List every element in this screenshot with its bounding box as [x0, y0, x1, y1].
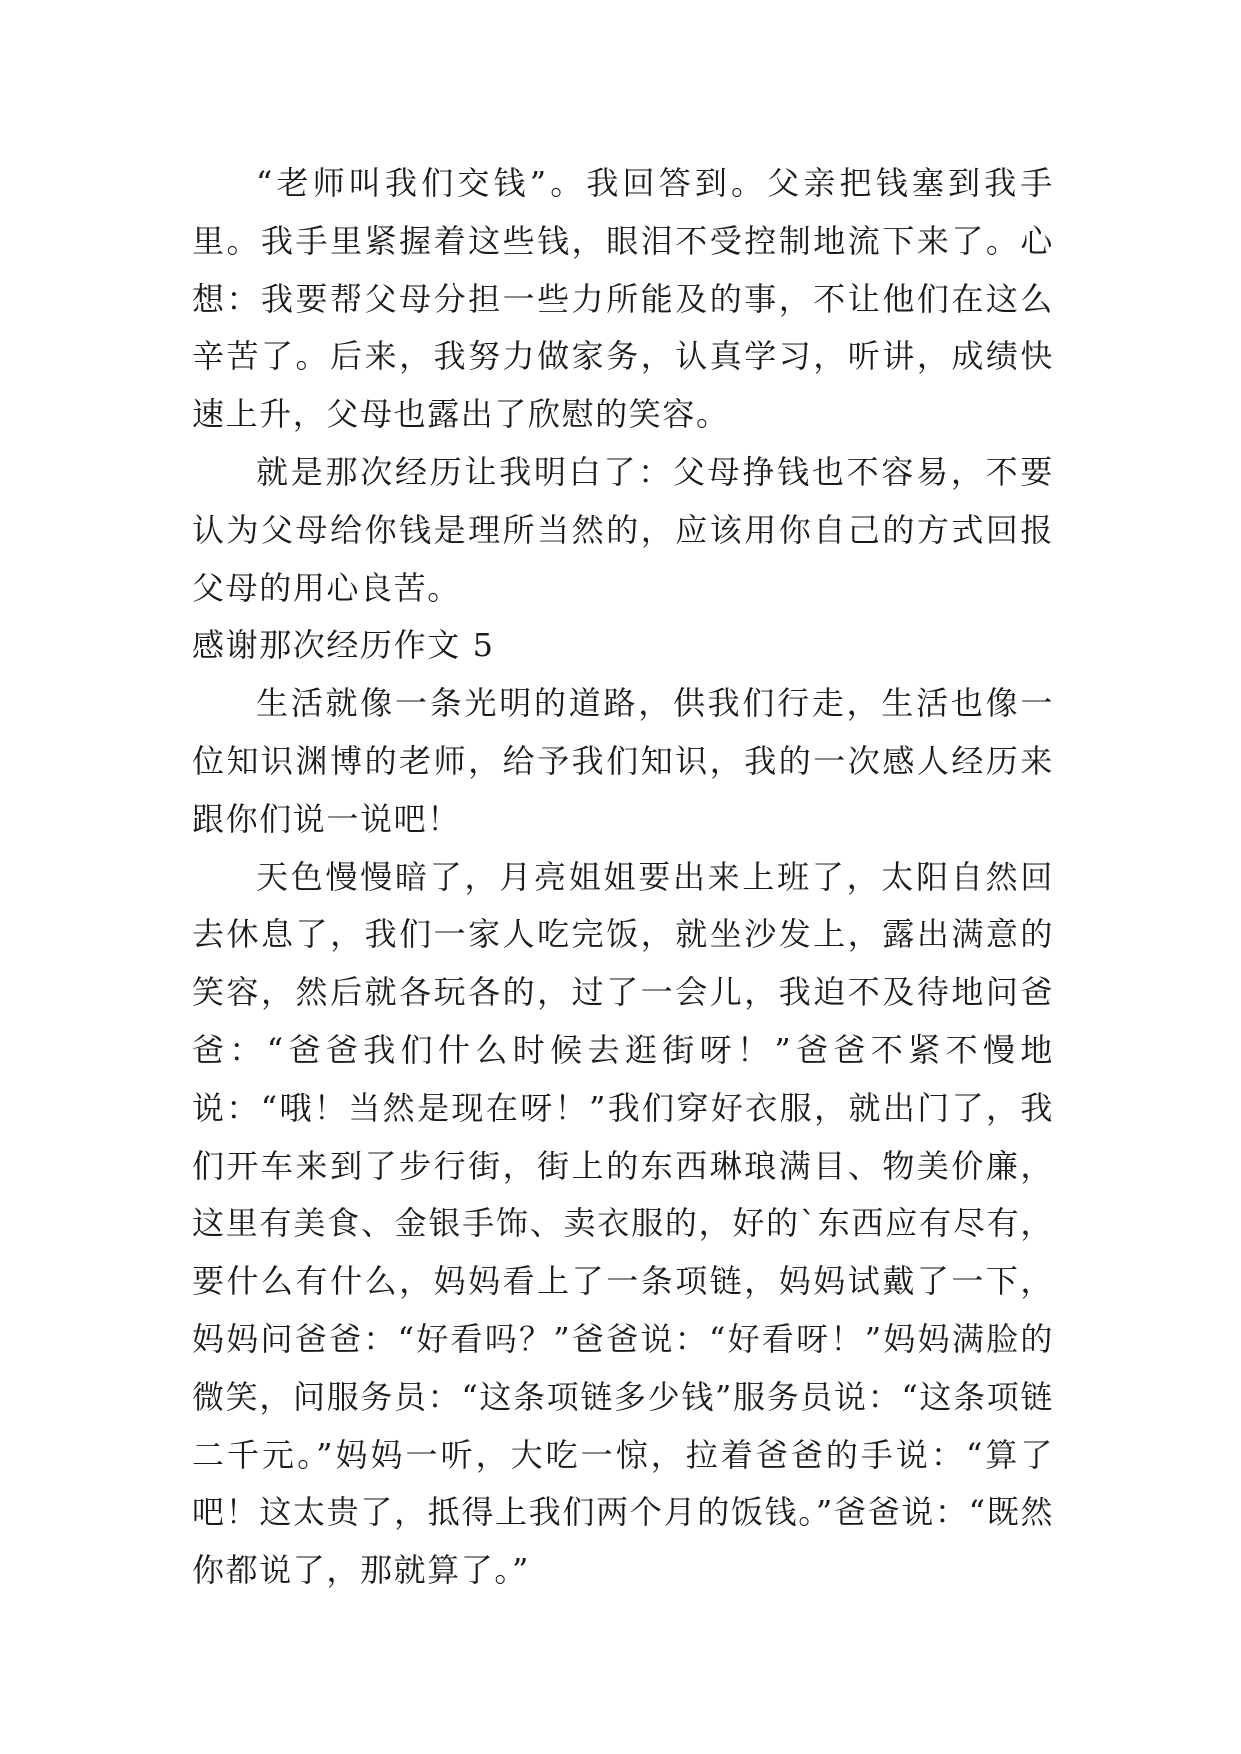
paragraph-1: “老师叫我们交钱”。我回答到。父亲把钱塞到我手里。我手里紧握着这些钱，眼泪不受控制地流下来了。心想：我要帮父母分担一些力所能及的事，不让他们在这么辛苦了。后来，我努力做家务，认真学习，听讲，成绩快速上升，父母也露出了欣慰的笑容。 — [192, 164, 1054, 434]
paragraph-3: 生活就像一条光明的道路，供我们行走，生活也像一位知识渊博的老师，给予我们知识，我的一次感人经历来跟你们说一说吧！ — [192, 684, 1054, 838]
paragraph-2: 就是那次经历让我明白了：父母挣钱也不容易，不要认为父母给你钱是理所当然的，应该用你自己的方式回报父母的用心良苦。 — [192, 452, 1054, 607]
document-body — [192, 155, 1054, 1600]
paragraph-4: 天色慢慢暗了，月亮姐姐要出来上班了，太阳自然回去休息了，我们一家人吃完饭，就坐沙发上，露出满意的笑容，然后就各玩各的，过了一会儿，我迫不及待地问爸爸：“爸爸我们什么时候去逛街呀！”爸爸不紧不慢地说：“哦！当然是现在呀！”我们穿好衣服，就出门了，我们开车来到了步行街，街上的东西琳琅满目、物美价廉，这里有美食、金银手饰、卖衣服的，好的`东西应有尽有，要什么有什么，妈妈看上了一条项链，妈妈试戴了一下，妈妈问爸爸：“好看吗？”爸爸说：“好看呀！”妈妈满脸的微笑，问服务员：“这条项链多少钱”服务员说：“这条项链二千元。”妈妈一听，大吃一惊，拉着爸爸的手说：“算了吧！这太贵了，抵得上我们两个月的饭钱。”爸爸说：“既然你都说了，那就算了。” — [192, 857, 1054, 1590]
section-title: 感谢那次经历作文 5 — [192, 626, 495, 665]
